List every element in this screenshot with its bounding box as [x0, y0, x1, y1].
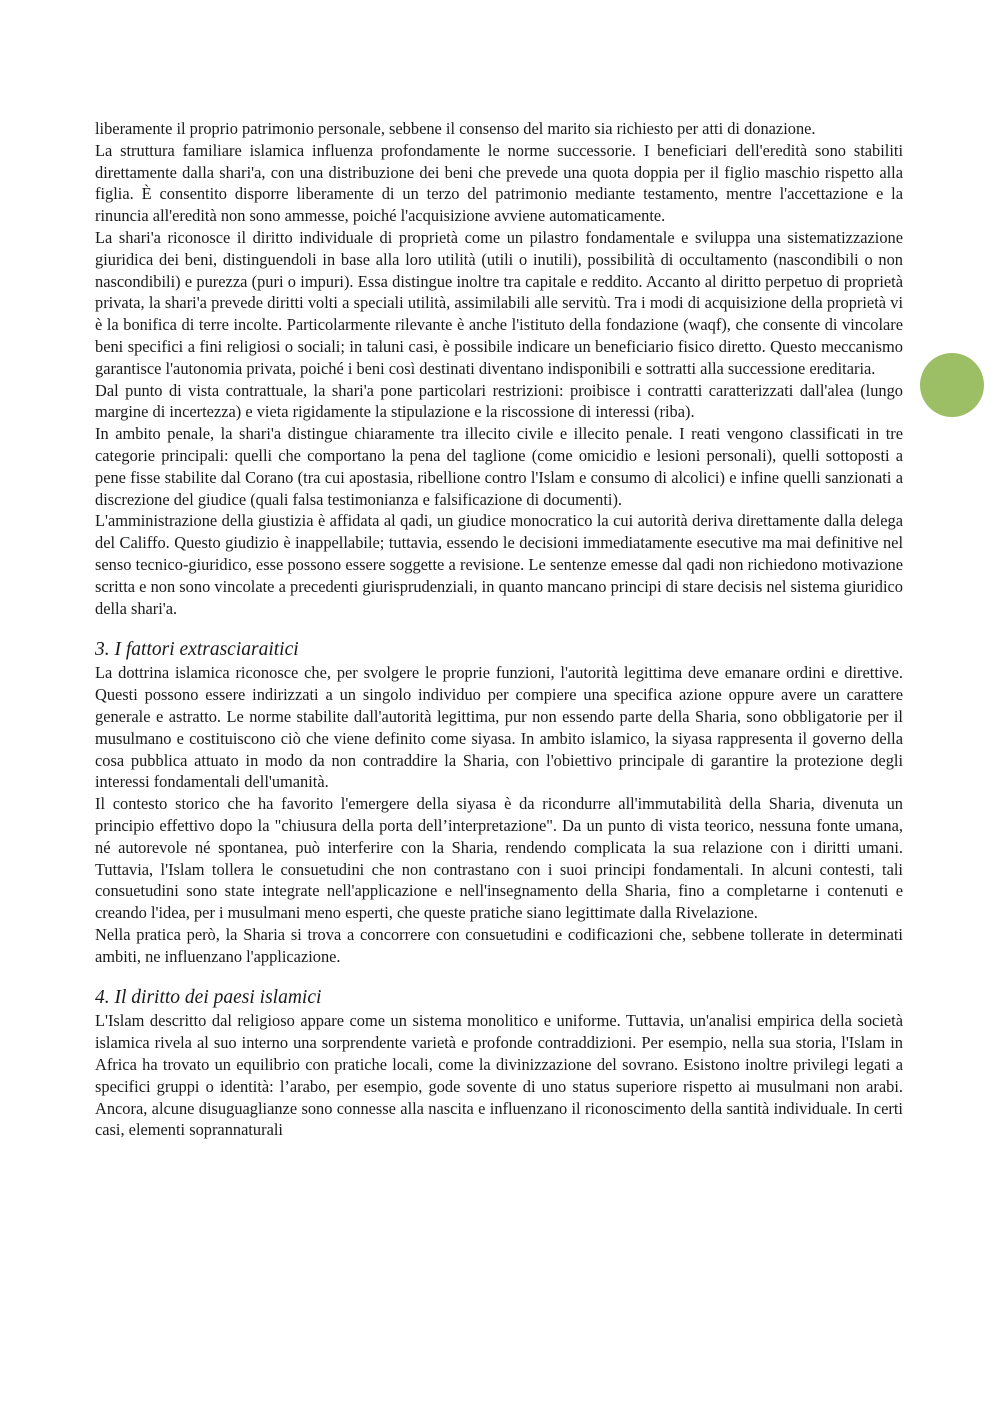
section-heading-3: 3. I fattori extrasciaraitici [95, 639, 299, 661]
paragraph: Il contesto storico che ha favorito l'emergere della siyasa è da ricondurre all'immutabilità della Sharia, divenuta un principio effettivo dopo la "chiusura della porta dell’interpretazione". Da un punto di vista teorico, nessuna fonte umana, né autorevole né spontanea, può interferire con la Sharia, rendendo complicata la sua relazione con i diritti umani. Tuttavia, l'Islam tollera le consuetudini che non contrastano con i suoi principi fondamentali. In alcuni contesti, tali consuetudini sono state integrate nell'applicazione e nell'insegnamento della Sharia, fino a completarne i contenuti e creando l'idea, per i musulmani meno esperti, che queste pratiche siano legittimate dalla Rivelazione. [95, 794, 903, 923]
paragraph: In ambito penale, la shari'a distingue chiaramente tra illecito civile e illecito penale. I reati vengono classificati in tre categorie principali: quelli che comportano la pena del taglione (come omicidio e lesioni personali), quelli sottoposti a pene fisse stabilite dal Corano (tra cui apostasia, ribellione contro l'Islam e consumo di alcolici) e infine quelli sanzionati a discrezione del giudice (quali falsa testimonianza e falsificazione di documenti). [95, 424, 903, 509]
paragraph: La shari'a riconosce il diritto individuale di proprietà come un pilastro fondamentale e sviluppa una sistematizzazione giuridica dei beni, distinguendoli in base alla loro utilità (utili o inutili), possibilità di occultamento (nascondibili o non nascondibili) e purezza (puri o impuri). Essa distingue inoltre tra capitale e reddito. Accanto al diritto perpetuo di proprietà privata, la shari'a prevede diritti volti a speciali utilità, assimilabili alle servitù. Tra i modi di acquisizione della proprietà vi è la bonifica di terre incolte. Particolarmente rilevante è anche l'istituto della fondazione (waqf), che consente di vincolare beni specifici a fini religiosi o sociali; in taluni casi, è possibile indicare un beneficiario fisico diretto. Questo meccanismo garantisce l'autonomia privata, poiché i beni così destinati diventano indisponibili e sottratti alla successione ereditaria. [95, 227, 903, 378]
section-heading-4: 4. Il diritto dei paesi islamici [95, 987, 322, 1009]
paragraph: L'Islam descritto dal religioso appare come un sistema monolitico e uniforme. Tuttavia, un'analisi empirica della società islamica rivela al suo interno una sorprendente varietà e profonde contraddizioni. Per esempio, nella sua storia, l'Islam in Africa ha trovato un equilibrio con pratiche locali, come la divinizzazione del sovrano. Esistono inoltre privilegi legati a specifici gruppi o identità: l’arabo, per esempio, gode sovente di uno status superiore rispetto ai musulmani non arabi. Ancora, alcune disuguaglianze sono connesse alla nascita e influenzano il riconoscimento della santità individuale. In certi casi, elementi soprannaturali [95, 1011, 903, 1140]
paragraph: Nella pratica però, la Sharia si trova a concorrere con consuetudini e codificazioni che, sebbene tollerate in determinati ambiti, ne influenzano l'applicazione. [95, 924, 903, 966]
paragraph: liberamente il proprio patrimonio personale, sebbene il consenso del marito sia richiesto per atti di donazione. [95, 119, 816, 138]
paragraph: La struttura familiare islamica influenza profondamente le norme successorie. I beneficiari dell'eredità sono stabiliti direttamente dalla shari'a, con una distribuzione dei beni che prevede una quota doppia per il figlio maschio rispetto alla figlia. È consentito disporre liberamente di un terzo del patrimonio mediante testamento, mentre l'accettazione e la rinuncia all'eredità non sono ammesse, poiché l'acquisizione avviene automaticamente. [95, 140, 903, 226]
decorative-green-circle [920, 353, 984, 417]
paragraph: Dal punto di vista contrattuale, la shari'a pone particolari restrizioni: proibisce i contratti caratterizzati dall'alea (lungo margine di incertezza) e vieta rigidamente la stipulazione e la riscossione di interessi (riba). [95, 380, 903, 422]
paragraph: L'amministrazione della giustizia è affidata al qadi, un giudice monocratico la cui autorità deriva direttamente dalla delega del Califfo. Questo giudizio è inappellabile; tuttavia, essendo le decisioni immediatamente esecutive ma mai definitive nel senso tecnico-giuridico, esse possono essere soggette a revisione. Le sentenze emesse dal qadi non richiedono motivazione scritta e non sono vincolate a precedenti giurisprudenziali, in quanto mancano principi di stare decisis nel sistema giuridico della shari'a. [95, 511, 903, 618]
paragraph: La dottrina islamica riconosce che, per svolgere le proprie funzioni, l'autorità legittima deve emanare ordini e direttive. Questi possono essere indirizzati a un singolo individuo per compiere una specifica azione oppure avere un carattere generale e astratto. Le norme stabilite dall'autorità legittima, pur non essendo parte della Sharia, sono obbligatorie per il musulmano e costituiscono ciò che viene definito come siyasa. In ambito islamico, la siyasa rappresenta il governo della cosa pubblica attuato in modo da non contraddire la Sharia, con l'obiettivo principale di garantire la protezione degli interessi fondamentali dell'umanità. [95, 663, 903, 792]
page-body [95, 118, 903, 1141]
